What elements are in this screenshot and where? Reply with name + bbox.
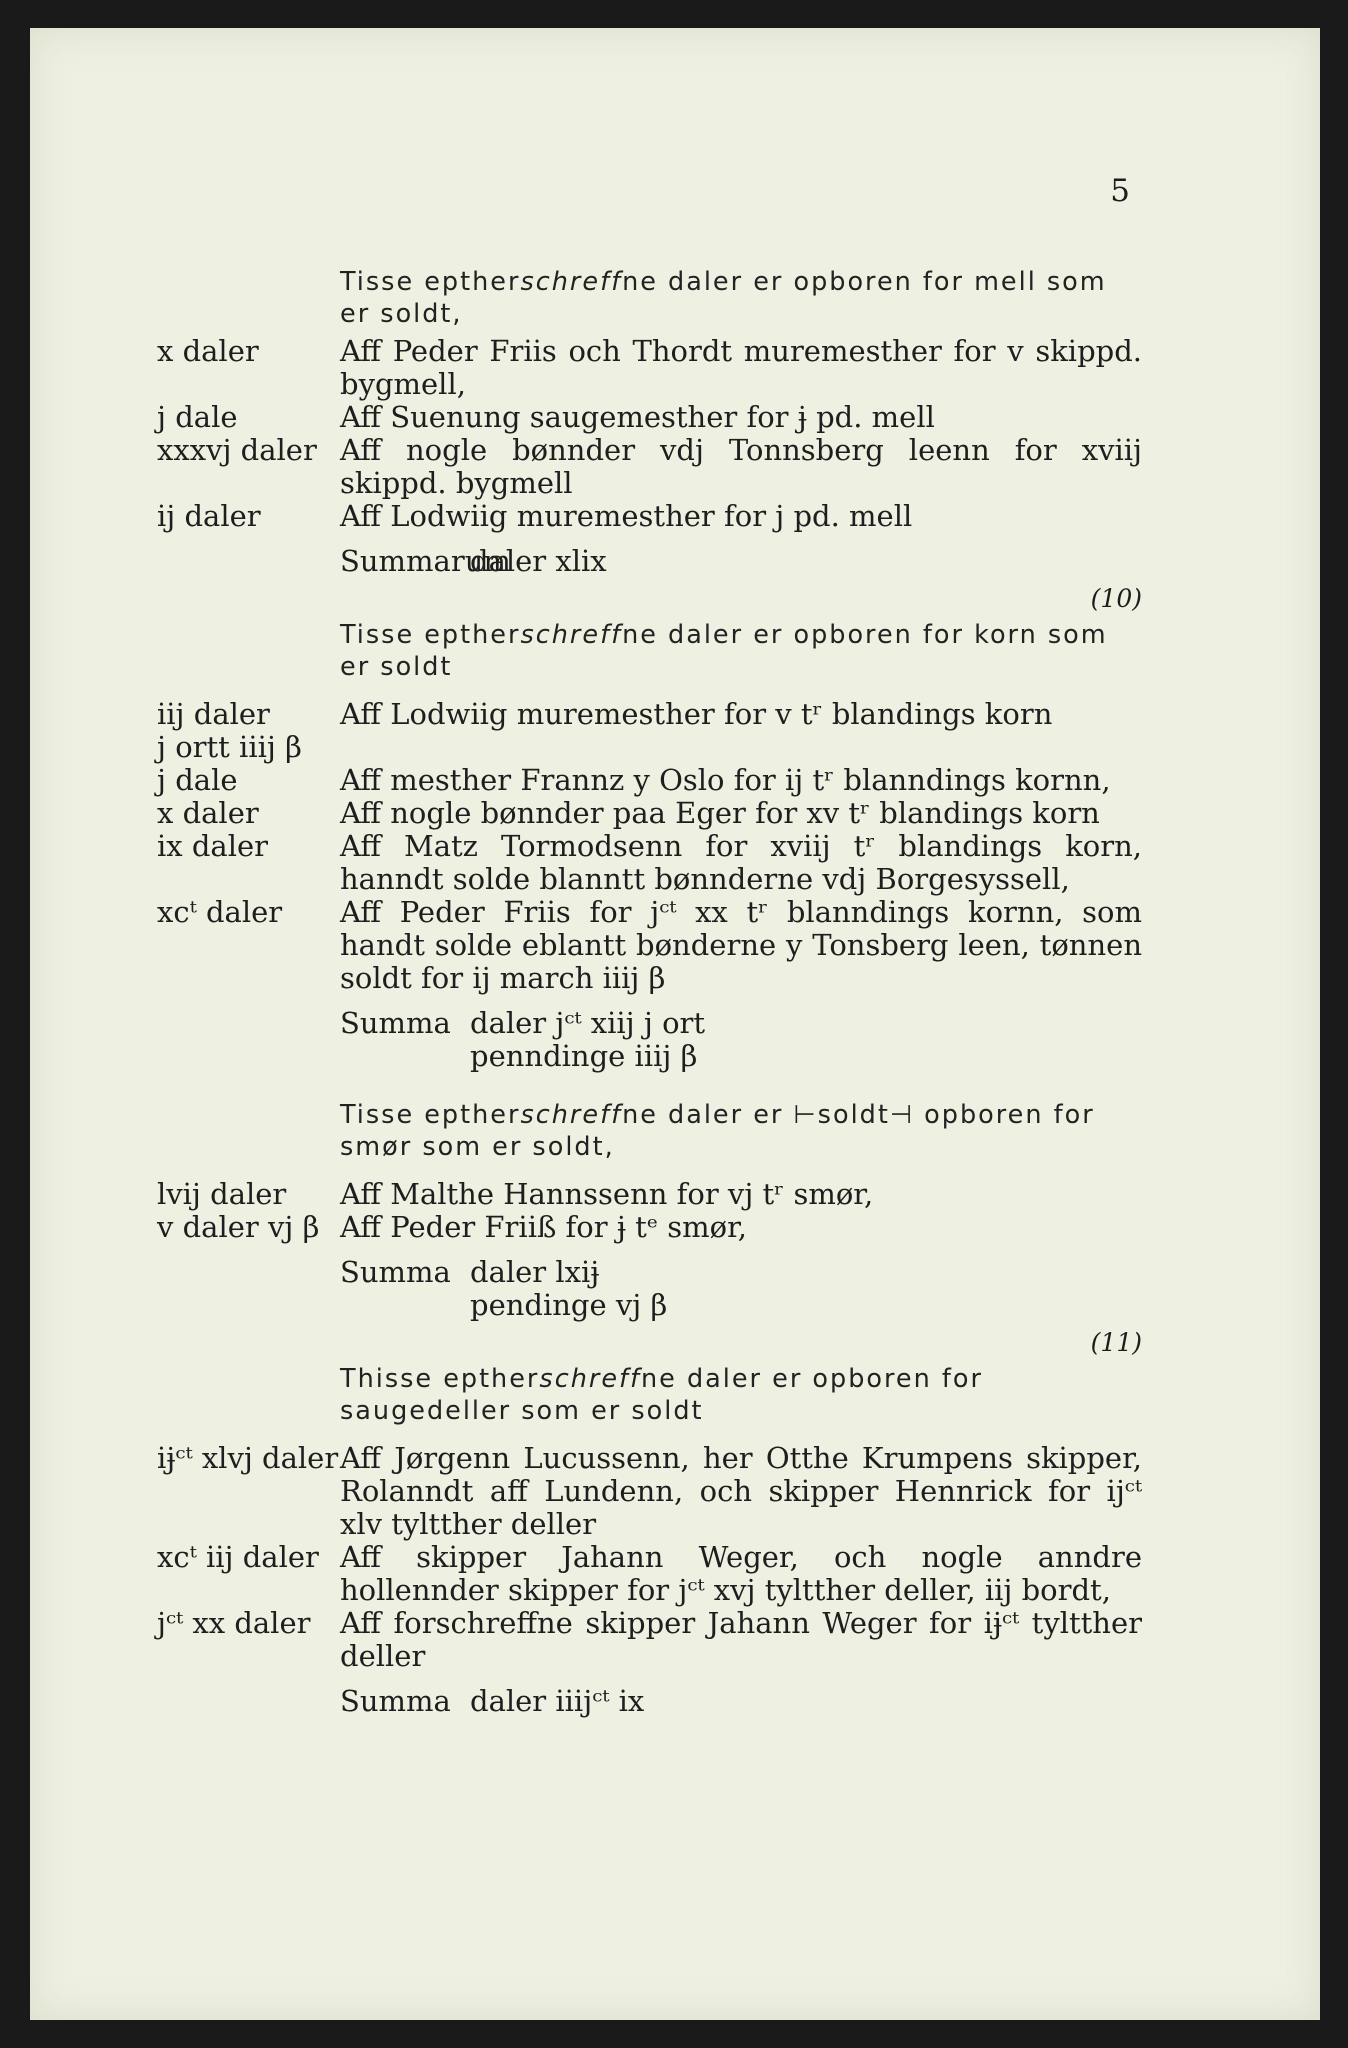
entry-row: ij daler Aff Lodwiig muremesther for j pd. mell xyxy=(157,499,913,533)
entry-row: j ortt iiij β xyxy=(157,730,302,764)
section-heading-saugedeller: Thisse eptherschreffne daler er opboren for saugedeller som er soldt xyxy=(340,1364,983,1426)
document-body xyxy=(157,266,1142,1718)
entry-row: xxxvj daler Aff nogle bønnder vdj Tonnsberg leenn for xviij skippd. bygmell xyxy=(157,433,1142,500)
entry-row: xcᵗ iij daler Aff skipper Jahann Weger, och nogle anndre hollennder skipper for jᶜᵗ xvj tyltther deller, iij bordt, xyxy=(157,1540,1142,1607)
summary-line-cont: pendinge vj β xyxy=(470,1288,668,1322)
summary-line-cont: penndinge iiij β xyxy=(470,1039,698,1073)
entry-row: v daler vj β Aff Peder Friiß for ɉ tᵉ smør, xyxy=(157,1210,748,1244)
entry-row: iij daler Aff Lodwiig muremesther for v tʳ blandings korn xyxy=(157,697,1053,731)
folio-marker: (11) xyxy=(1090,1328,1142,1357)
section-heading-korn: Tisse eptherschreffne daler er opboren for korn som er soldt xyxy=(340,620,1108,682)
summary-line: Summa daler jᶜᵗ xiij j ort xyxy=(340,1006,706,1040)
section-heading-smor: Tisse eptherschreffne daler er ⊢soldt⊣ opboren for smør som er soldt, xyxy=(340,1100,1095,1162)
entry-row: j dale Aff Suenung saugemesther for ɉ pd. mell xyxy=(157,400,935,434)
summary-line: Summa daler iiijᶜᵗ ix xyxy=(340,1684,645,1718)
entry-row: jᶜᵗ xx daler Aff forschreffne skipper Jahann Weger for iɉᶜᵗ tyltther deller xyxy=(157,1606,1142,1673)
entry-row: j dale Aff mesther Frannz y Oslo for ij tʳ blanndings kornn, xyxy=(157,763,1111,797)
summary-line: Summarum daler xlix xyxy=(340,544,607,578)
folio-marker: (10) xyxy=(1090,584,1142,613)
section-heading-mell: Tisse eptherschreffne daler er opboren for mell som er soldt, xyxy=(340,267,1107,329)
page-number: 5 xyxy=(1110,173,1130,209)
entry-row: lvij daler Aff Malthe Hannssenn for vj tʳ smør, xyxy=(157,1177,874,1211)
entry-row: iɉᶜᵗ xlvj daler Aff Jørgenn Lucussenn, her Otthe Krumpens skipper, Rolanndt aff Lundenn, och skipper Hennrick for ijᶜᵗ xlv tyltther deller xyxy=(157,1441,1142,1541)
entry-row: x daler Aff nogle bønnder paa Eger for xv tʳ blandings korn xyxy=(157,796,1100,830)
summary-line: Summa daler lxiɉ xyxy=(340,1255,600,1289)
entry-row: xcᵗ daler Aff Peder Friis for jᶜᵗ xx tʳ blanndings kornn, som handt solde eblantt bønderne y Tonsberg leen, tønnen soldt for ij march iiij β xyxy=(157,895,1142,995)
entry-row: x daler Aff Peder Friis och Thordt muremesther for v skippd. bygmell, xyxy=(157,334,1142,401)
entry-row: ix daler Aff Matz Tormodsenn for xviij tʳ blandings korn, hanndt solde blanntt bønnderne vdj Borgesyssell, xyxy=(157,829,1142,896)
document-page xyxy=(30,28,1320,2020)
